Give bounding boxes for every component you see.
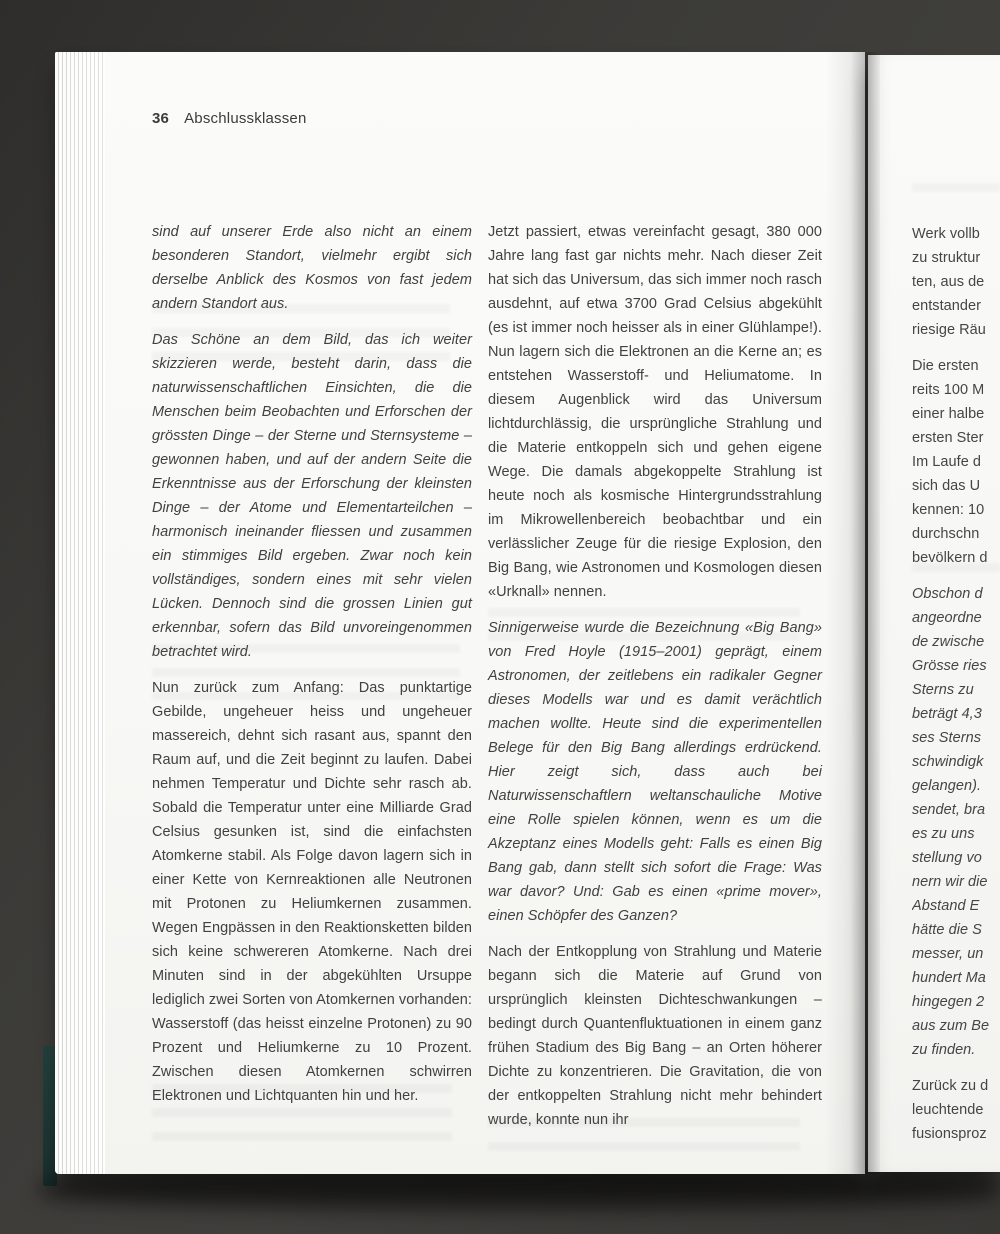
text-line: messer, un	[912, 946, 984, 962]
text-line: nern wir die	[912, 874, 988, 890]
book-drop-shadow	[40, 1168, 1000, 1210]
text-line: ersten Ster	[912, 430, 984, 446]
text-line: hingegen 2	[912, 994, 985, 1010]
paragraph: Jetzt passiert, etwas vereinfacht gesagt, 380 000 Jahre lang fast gar nichts mehr. Nach dieser Zeit hat sich das Universum, das sich immer noch rasch ausdehnt, auf etwa 3700 Grad Celsius abgekühlt (es ist immer noch heisser als in einer Glühlampe!). Nun lagern sich die Elektronen an die Kerne an; es entstehen Wasserstoff- und Heliumatome. In diesem Augenblick wird das Universum lichtdurchlässig, die ursprüngliche Strahlung und die Materie entkoppeln sich und gehen eigene Wege. Die damals abgekoppelte Strahlung ist heute noch als kosmische Hintergrundsstrahlung im Mikrowellenbereich beobachtbar und ein verlässlicher Zeuge für die riesige Explosion, den Big Bang, wie Astronomen und Kosmologen diesen «Urknall» nennen.	[488, 224, 822, 600]
text-line: hundert Ma	[912, 970, 986, 986]
text-line: sendet, bra	[912, 802, 986, 818]
text-line: entstander	[912, 298, 982, 314]
book-page-right	[868, 55, 1000, 1172]
text-line: reits 100 M	[912, 382, 985, 398]
page-stack-edge	[55, 52, 105, 1174]
text-line: Die ersten	[912, 358, 979, 374]
text-column-2	[488, 220, 822, 1144]
text-line: einer halbe	[912, 406, 985, 422]
book-page-left	[55, 52, 865, 1174]
text-line: zu finden.	[912, 1042, 976, 1058]
text-line: stellung vo	[912, 850, 982, 866]
section-title: Abschlussklassen	[184, 110, 307, 127]
text-line: Zurück zu d	[912, 1078, 989, 1094]
paragraph: Das Schöne an dem Bild, das ich weiter skizzieren werde, besteht darin, dass die naturwissenschaftlichen Einsichten, die die Menschen beim Beobachten und Erforschen der grössten Dinge – der Sterne und Sternsysteme – gewonnen haben, und auf der andern Seite die Erkenntnisse aus der Erforschung der kleinsten Dinge – der Atome und Elementarteilchen – harmonisch ineinander fliessen und zusammen ein stimmiges Bild ergeben. Zwar noch kein vollständiges, sondern eines mit sehr vielen Lücken. Dennoch sind die grossen Linien gut erkennbar, sofern das Bild unvoreingenommen betrachtet wird.	[152, 332, 472, 660]
text-line: leuchtende	[912, 1102, 984, 1118]
text-line: Obschon d	[912, 586, 983, 602]
text-column-1	[152, 220, 472, 1144]
paragraph-fragment	[912, 354, 1000, 570]
paragraph: Nach der Entkopplung von Strahlung und Materie begann sich die Materie auf Grund von ursprünglich kleinsten Dichteschwankungen – bedingt durch Quantenfluktuationen in einem ganz frühen Stadium des Big Bang – an Orten höherer Dichte zu konzentrieren. Die Gravitation, die von der entkoppelten Strahlung nicht mehr behindert wurde, konnte nun ihr	[488, 944, 822, 1128]
text-line: fusionsproz	[912, 1126, 987, 1142]
text-line: de zwische	[912, 634, 985, 650]
text-line: Abstand E	[912, 898, 980, 914]
book-gutter-crease	[850, 52, 880, 1174]
text-line: schwindigk	[912, 754, 984, 770]
page-number: 36	[152, 110, 170, 127]
text-line: Werk vollb	[912, 226, 980, 242]
text-line: hätte die S	[912, 922, 982, 938]
text-columns	[152, 220, 822, 1144]
text-line: bevölkern d	[912, 550, 988, 566]
text-line: aus zum Be	[912, 1018, 990, 1034]
paragraph: Sinnigerweise wurde die Bezeichnung «Big Bang» von Fred Hoyle (1915–2001) geprägt, einem Astronomen, der zeitlebens ein radikaler Gegner dieses Modells war und es damit verächtlich machen wollte. Heute sind die experimentellen Belege für den Big Bang allerdings erdrückend. Hier zeigt sich, dass auch bei Naturwissenschaftlern weltanschauliche Motive eine Rolle spielen können, wenn es um die Akzeptanz eines Modells geht: Falls es einen Big Bang gab, dann stellt sich sofort die Frage: Was war davor? Und: Gab es einen «prime mover», einen Schöpfer des Ganzen?	[488, 620, 822, 924]
text-line: kennen: 10	[912, 502, 985, 518]
text-line: Sterns zu	[912, 682, 974, 698]
text-line: sich das U	[912, 478, 981, 494]
text-line: zu struktur	[912, 250, 981, 266]
text-line: Grösse ries	[912, 658, 987, 674]
text-line: ses Sterns	[912, 730, 981, 746]
show-through-text	[912, 183, 1000, 205]
page-header	[152, 110, 307, 127]
text-line: angeordne	[912, 610, 982, 626]
paragraph-fragment	[912, 222, 1000, 342]
paragraph: Nun zurück zum Anfang: Das punktartige Gebilde, ungeheuer heiss und ungeheuer massereich, dehnt sich rasant aus, spannt den Raum auf, und die Zeit beginnt zu laufen. Dabei nehmen Temperatur und Dichte sehr rasch ab. Sobald die Temperatur unter eine Milliarde Grad Celsius gesunken ist, sind die einfachsten Atomkerne stabil. Als Folge davon lagern sich in einer Kette von Kernreaktionen alle Neutronen mit Protonen zu Heliumkernen zusammen. Wegen Engpässen in den Reaktionsketten bilden sich keine schwereren Atomkerne. Nach drei Minuten sind in der abgekühlten Ursuppe lediglich zwei Sorten von Atomkernen vorhanden: Wasserstoff (das heisst einzelne Protonen) zu 90 Prozent und Heliumkerne zu 10 Prozent. Zwischen diesen Atomkernen schwirren Elektronen und Lichtquanten hin und her.	[152, 680, 472, 1104]
text-line: ten, aus de	[912, 274, 985, 290]
text-line: durchschn	[912, 526, 980, 542]
text-line: gelangen).	[912, 778, 982, 794]
paragraph: sind auf unserer Erde also nicht an einem besonderen Standort, vielmehr ergibt sich derselbe Anblick des Kosmos von fast jedem andern Standort aus.	[152, 224, 472, 312]
text-column-3	[912, 222, 1000, 1158]
text-line: Im Laufe d	[912, 454, 982, 470]
text-line: riesige Räu	[912, 322, 986, 338]
paragraph-fragment	[912, 1074, 1000, 1146]
text-line: es zu uns	[912, 826, 975, 842]
text-line: beträgt 4,3	[912, 706, 982, 722]
paragraph-fragment	[912, 582, 1000, 1062]
